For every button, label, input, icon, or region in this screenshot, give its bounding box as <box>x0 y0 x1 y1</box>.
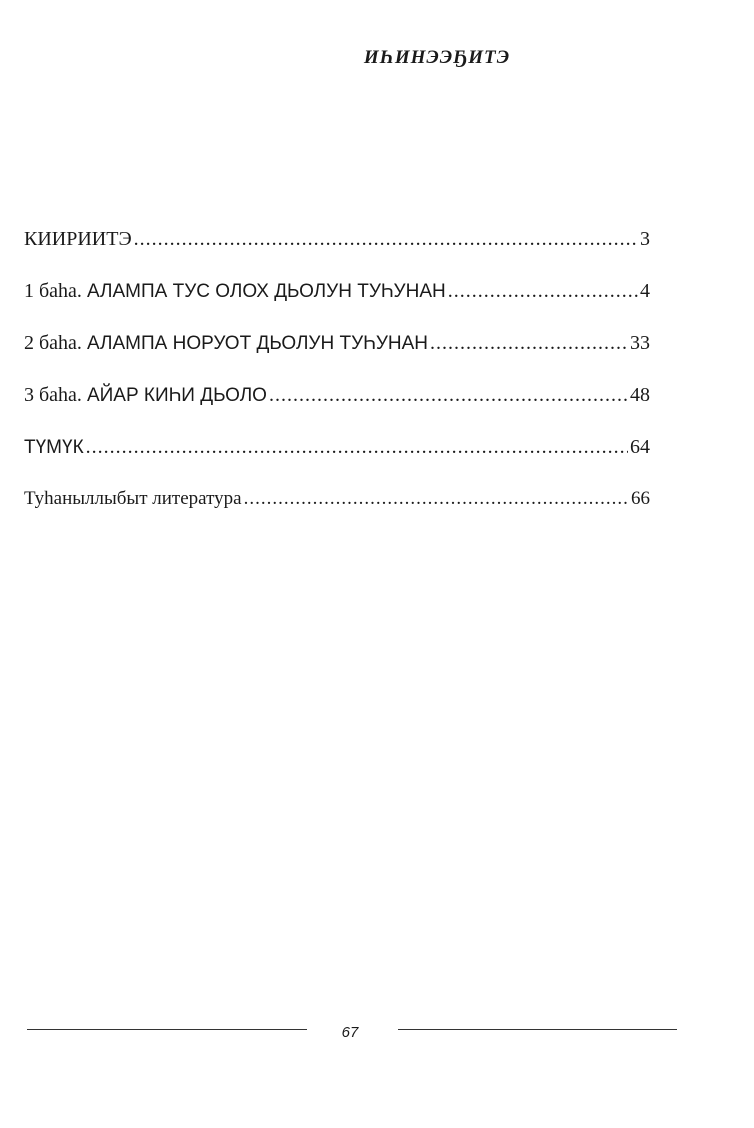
toc-entry-label <box>24 488 242 510</box>
toc-entry-chapter-1[interactable] <box>24 280 650 332</box>
toc-entry-label <box>24 332 428 355</box>
toc-entry-references[interactable] <box>24 488 650 540</box>
toc-leader-dots <box>269 384 628 407</box>
toc-entry-prefix: Туһаныллыбыт литература <box>24 488 242 509</box>
toc-entry-page: 64 <box>630 436 650 458</box>
toc-entry-page: 66 <box>631 488 650 509</box>
toc-entry-page: 33 <box>630 332 650 354</box>
toc-title: ИҺИНЭЭҔИТЭ <box>363 47 511 68</box>
toc-leader-dots <box>244 488 629 510</box>
toc-entry-page: 48 <box>630 384 650 406</box>
toc-entry-prefix: 3 баһа. <box>24 384 87 406</box>
toc-leader-dots <box>430 332 628 355</box>
toc-entry-heading: АЛАМПА ТУС ОЛОХ ДЬОЛУН ТУҺУНАН <box>86 281 446 302</box>
toc-entry-prefix: 2 баһа. <box>24 332 87 354</box>
toc-leader-dots <box>448 280 638 303</box>
toc-entry-page: 3 <box>640 228 650 250</box>
toc-leader-dots <box>134 228 638 251</box>
toc-leader-dots <box>86 436 628 459</box>
toc-entry-heading: АЛАМПА НОРУОТ ДЬОЛУН ТУҺУНАН <box>86 333 429 354</box>
toc-entry-label <box>24 280 446 303</box>
toc-entry-conclusion[interactable] <box>24 436 650 488</box>
footer-rule-left <box>27 1029 307 1030</box>
toc-entry-label <box>24 436 84 459</box>
toc-entry-heading: ТҮМҮК <box>24 437 84 458</box>
toc-entry-label <box>24 384 267 407</box>
toc-entry-chapter-2[interactable] <box>24 332 650 384</box>
toc-entry-chapter-3[interactable] <box>24 384 650 436</box>
toc-entry-introduction[interactable] <box>24 228 650 280</box>
toc-entry-label <box>24 228 132 251</box>
toc-entry-heading: КИИРИИТЭ <box>24 228 132 250</box>
toc-entry-page: 4 <box>640 280 650 302</box>
footer-rule-right <box>398 1029 677 1030</box>
toc-entry-heading: АЙАР КИҺИ ДЬОЛО <box>86 385 267 406</box>
table-of-contents <box>24 228 650 540</box>
toc-entry-prefix: 1 баһа. <box>24 280 87 302</box>
page-number: 67 <box>341 1024 359 1041</box>
